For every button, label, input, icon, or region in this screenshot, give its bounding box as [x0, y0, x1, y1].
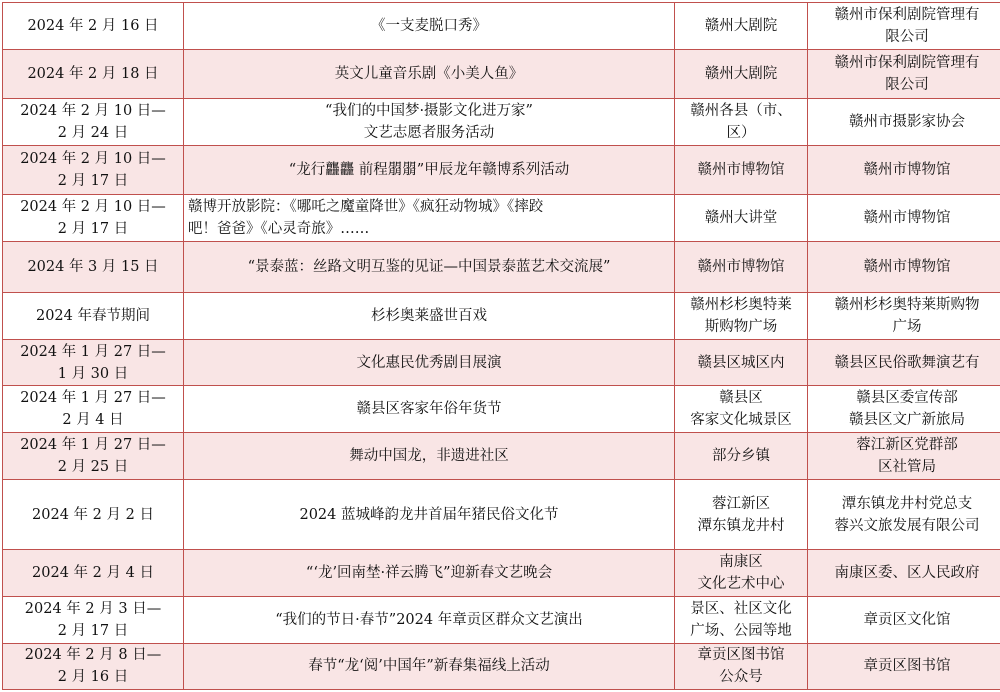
venue-cell	[675, 242, 808, 293]
event-name-cell	[184, 596, 675, 643]
cell-text-line: 1 月 30 日	[57, 365, 129, 382]
event-name-cell	[184, 195, 675, 242]
table-row	[3, 99, 1000, 146]
event-name-cell	[184, 3, 675, 50]
event-name-cell	[184, 99, 675, 146]
cell-text-line: 蓉兴文旅发展有限公司	[834, 517, 980, 534]
organizer-cell	[808, 195, 1000, 242]
date-cell	[3, 99, 184, 146]
cell-text-line: 斯购物广场	[704, 319, 778, 336]
cell-text-line: 潭东镇龙井村党总支	[841, 495, 973, 512]
date-cell	[3, 3, 184, 50]
table-row	[3, 643, 1000, 689]
cell-text-line: 2 月 24 日	[57, 125, 129, 142]
event-name-cell	[184, 50, 675, 99]
cell-text-line: 吧！爸爸》《心灵奇旅》……	[188, 221, 370, 238]
cell-text-line: 赣县区客家年俗年货节	[356, 401, 502, 418]
table-row	[3, 433, 1000, 480]
organizer-cell	[808, 293, 1000, 340]
table-row	[3, 480, 1000, 550]
cell-text-line: 英文儿童音乐剧《小美人鱼》	[334, 66, 524, 83]
table-row	[3, 293, 1000, 340]
cell-text-line: 景区、社区文化	[690, 600, 792, 617]
cell-text-line: 蓉江新区	[712, 495, 770, 512]
cell-text-line: 舞动中国龙，非遗进社区	[349, 448, 509, 465]
cell-text-line: 杉杉奥莱盛世百戏	[371, 308, 487, 325]
cell-text-line: 2 月 17 日	[57, 622, 129, 639]
venue-cell	[675, 386, 808, 433]
cell-text-line: 赣州各县（市、	[690, 103, 792, 120]
cell-text-line: 广场	[892, 319, 922, 336]
cell-text-line: 2024 年 2 月 10 日—	[20, 199, 166, 216]
cell-text-line: “我们的中国梦·摄影文化进万家”	[325, 103, 533, 120]
table-row	[3, 195, 1000, 242]
date-cell	[3, 643, 184, 689]
cell-text-line: 赣县区	[719, 390, 763, 407]
venue-cell	[675, 293, 808, 340]
cell-text-line: 限公司	[885, 29, 929, 45]
venue-cell	[675, 433, 808, 480]
event-name-cell	[184, 146, 675, 195]
cell-text-line: “‘龙’回南埜·祥云腾飞”迎新春文艺晚会	[305, 564, 553, 581]
cell-text-line: “景泰蓝：丝路文明互鉴的见证—中国景泰蓝艺术交流展”	[247, 259, 611, 276]
cell-text-line: 区）	[726, 125, 756, 142]
cell-text-line: 赣博开放影院：《哪吒之魔童降世》《疯狂动物城》《摔跤	[188, 199, 544, 216]
cell-text-line: 赣州市博物馆	[697, 162, 785, 179]
cell-text-line: 潭东镇龙井村	[697, 517, 785, 534]
cell-text-line: 2024 年 2 月 4 日	[32, 564, 154, 581]
organizer-cell	[808, 340, 1000, 386]
table-row	[3, 596, 1000, 643]
date-cell	[3, 242, 184, 293]
cell-text-line: 2024 年 2 月 16 日	[27, 18, 159, 34]
organizer-cell	[808, 643, 1000, 689]
cell-text-line: 2 月 25 日	[57, 459, 129, 476]
event-name-cell	[184, 643, 675, 689]
cell-text-line: 公众号	[719, 669, 763, 686]
cell-text-line: 2024 年 2 月 3 日—	[24, 600, 162, 617]
cell-text-line: 文艺志愿者服务活动	[363, 125, 495, 142]
venue-cell	[675, 643, 808, 689]
venue-cell	[675, 195, 808, 242]
cell-text-line: 蓉江新区党群部	[856, 437, 958, 454]
cell-text-line: 赣县区城区内	[697, 354, 785, 371]
organizer-cell	[808, 549, 1000, 596]
cell-text-line: 南康区	[719, 553, 763, 570]
table-row	[3, 50, 1000, 99]
cell-text-line: 赣州市保利剧院管理有	[834, 7, 980, 23]
table-row	[3, 146, 1000, 195]
cell-text-line: 赣县区文广新旅局	[849, 412, 965, 429]
cell-text-line: 2 月 17 日	[57, 173, 129, 190]
date-cell	[3, 386, 184, 433]
cell-text-line: 南康区委、区人民政府	[834, 564, 980, 581]
cell-text-line: 章贡区图书馆	[697, 647, 785, 664]
cell-text-line: 文化艺术中心	[697, 575, 785, 592]
event-name-cell	[184, 480, 675, 550]
table-row	[3, 549, 1000, 596]
venue-cell	[675, 99, 808, 146]
cell-text-line: 2024 年 2 月 8 日—	[24, 647, 162, 664]
event-name-cell	[184, 549, 675, 596]
cell-text-line: 赣州大剧院	[704, 66, 778, 83]
event-name-cell	[184, 242, 675, 293]
cell-text-line: 限公司	[885, 77, 929, 94]
cell-text-line: 赣州杉杉奥特莱	[690, 297, 792, 314]
cell-text-line: “我们的节日·春节”2024 年章贡区群众文艺演出	[275, 611, 583, 628]
cell-text-line: 2024 年春节期间	[35, 308, 150, 325]
cell-text-line: 2024 年 1 月 27 日—	[20, 437, 166, 454]
cell-text-line: 赣县区民俗歌舞演艺有	[834, 354, 980, 371]
cell-text-line: 2 月 4 日	[62, 412, 124, 429]
venue-cell	[675, 3, 808, 50]
event-name-cell	[184, 340, 675, 386]
cell-text-line: 春节“龙‘阅’中国年”新春集福线上活动	[308, 658, 550, 675]
cell-text-line: 2 月 17 日	[57, 221, 129, 238]
venue-cell	[675, 596, 808, 643]
date-cell	[3, 480, 184, 550]
venue-cell	[675, 50, 808, 99]
organizer-cell	[808, 3, 1000, 50]
date-cell	[3, 596, 184, 643]
organizer-cell	[808, 50, 1000, 99]
cell-text-line: 2024 年 2 月 10 日—	[20, 151, 166, 168]
date-cell	[3, 340, 184, 386]
cell-text-line: “龙行龘龘 前程朤朤”甲辰龙年赣博系列活动	[288, 162, 570, 179]
cell-text-line: 2024 年 1 月 27 日—	[20, 343, 166, 360]
organizer-cell	[808, 146, 1000, 195]
date-cell	[3, 50, 184, 99]
organizer-cell	[808, 433, 1000, 480]
cell-text-line: 客家文化城景区	[690, 412, 792, 429]
date-cell	[3, 433, 184, 480]
cell-text-line: 赣县区委宣传部	[856, 390, 958, 407]
cell-text-line: 2 月 16 日	[57, 669, 129, 686]
venue-cell	[675, 480, 808, 550]
cell-text-line: 2024 年 2 月 10 日—	[20, 103, 166, 120]
organizer-cell	[808, 242, 1000, 293]
cell-text-line: 2024 蓝城峰韵龙井首届年猪民俗文化节	[299, 506, 559, 523]
cell-text-line: 区社管局	[878, 459, 936, 476]
cell-text-line: 赣州大讲堂	[704, 210, 778, 227]
date-cell	[3, 146, 184, 195]
cell-text-line: 广场、公园等地	[690, 622, 792, 639]
venue-cell	[675, 340, 808, 386]
venue-cell	[675, 146, 808, 195]
event-name-cell	[184, 386, 675, 433]
cell-text-line: 赣州杉杉奥特莱斯购物	[834, 297, 980, 314]
venue-cell	[675, 549, 808, 596]
event-name-cell	[184, 293, 675, 340]
cell-text-line: 赣州市博物馆	[863, 162, 951, 179]
organizer-cell	[808, 480, 1000, 550]
cell-text-line: 2024 年 1 月 27 日—	[20, 390, 166, 407]
organizer-cell	[808, 99, 1000, 146]
organizer-cell	[808, 386, 1000, 433]
cell-text-line: 2024 年 3 月 15 日	[27, 259, 159, 276]
date-cell	[3, 293, 184, 340]
date-cell	[3, 549, 184, 596]
cell-text-line: 《一支麦脱口秀》	[371, 18, 487, 34]
table-row	[3, 340, 1000, 386]
cell-text-line: 章贡区图书馆	[863, 658, 951, 675]
date-cell	[3, 195, 184, 242]
cell-text-line: 赣州市保利剧院管理有	[834, 55, 980, 72]
cell-text-line: 赣州市摄影家协会	[849, 114, 965, 131]
cell-text-line: 2024 年 2 月 18 日	[27, 66, 159, 83]
cell-text-line: 章贡区文化馆	[863, 611, 951, 628]
events-table	[2, 2, 1000, 690]
cell-text-line: 文化惠民优秀剧目展演	[356, 354, 502, 371]
cell-text-line: 部分乡镇	[712, 448, 770, 465]
cell-text-line: 2024 年 2 月 2 日	[32, 506, 154, 523]
cell-text-line: 赣州市博物馆	[697, 259, 785, 276]
organizer-cell	[808, 596, 1000, 643]
table-row	[3, 386, 1000, 433]
table-row	[3, 3, 1000, 50]
cell-text-line: 赣州大剧院	[704, 18, 778, 34]
cell-text-line: 赣州市博物馆	[863, 259, 951, 276]
table-row	[3, 242, 1000, 293]
event-name-cell	[184, 433, 675, 480]
cell-text-line: 赣州市博物馆	[863, 210, 951, 227]
